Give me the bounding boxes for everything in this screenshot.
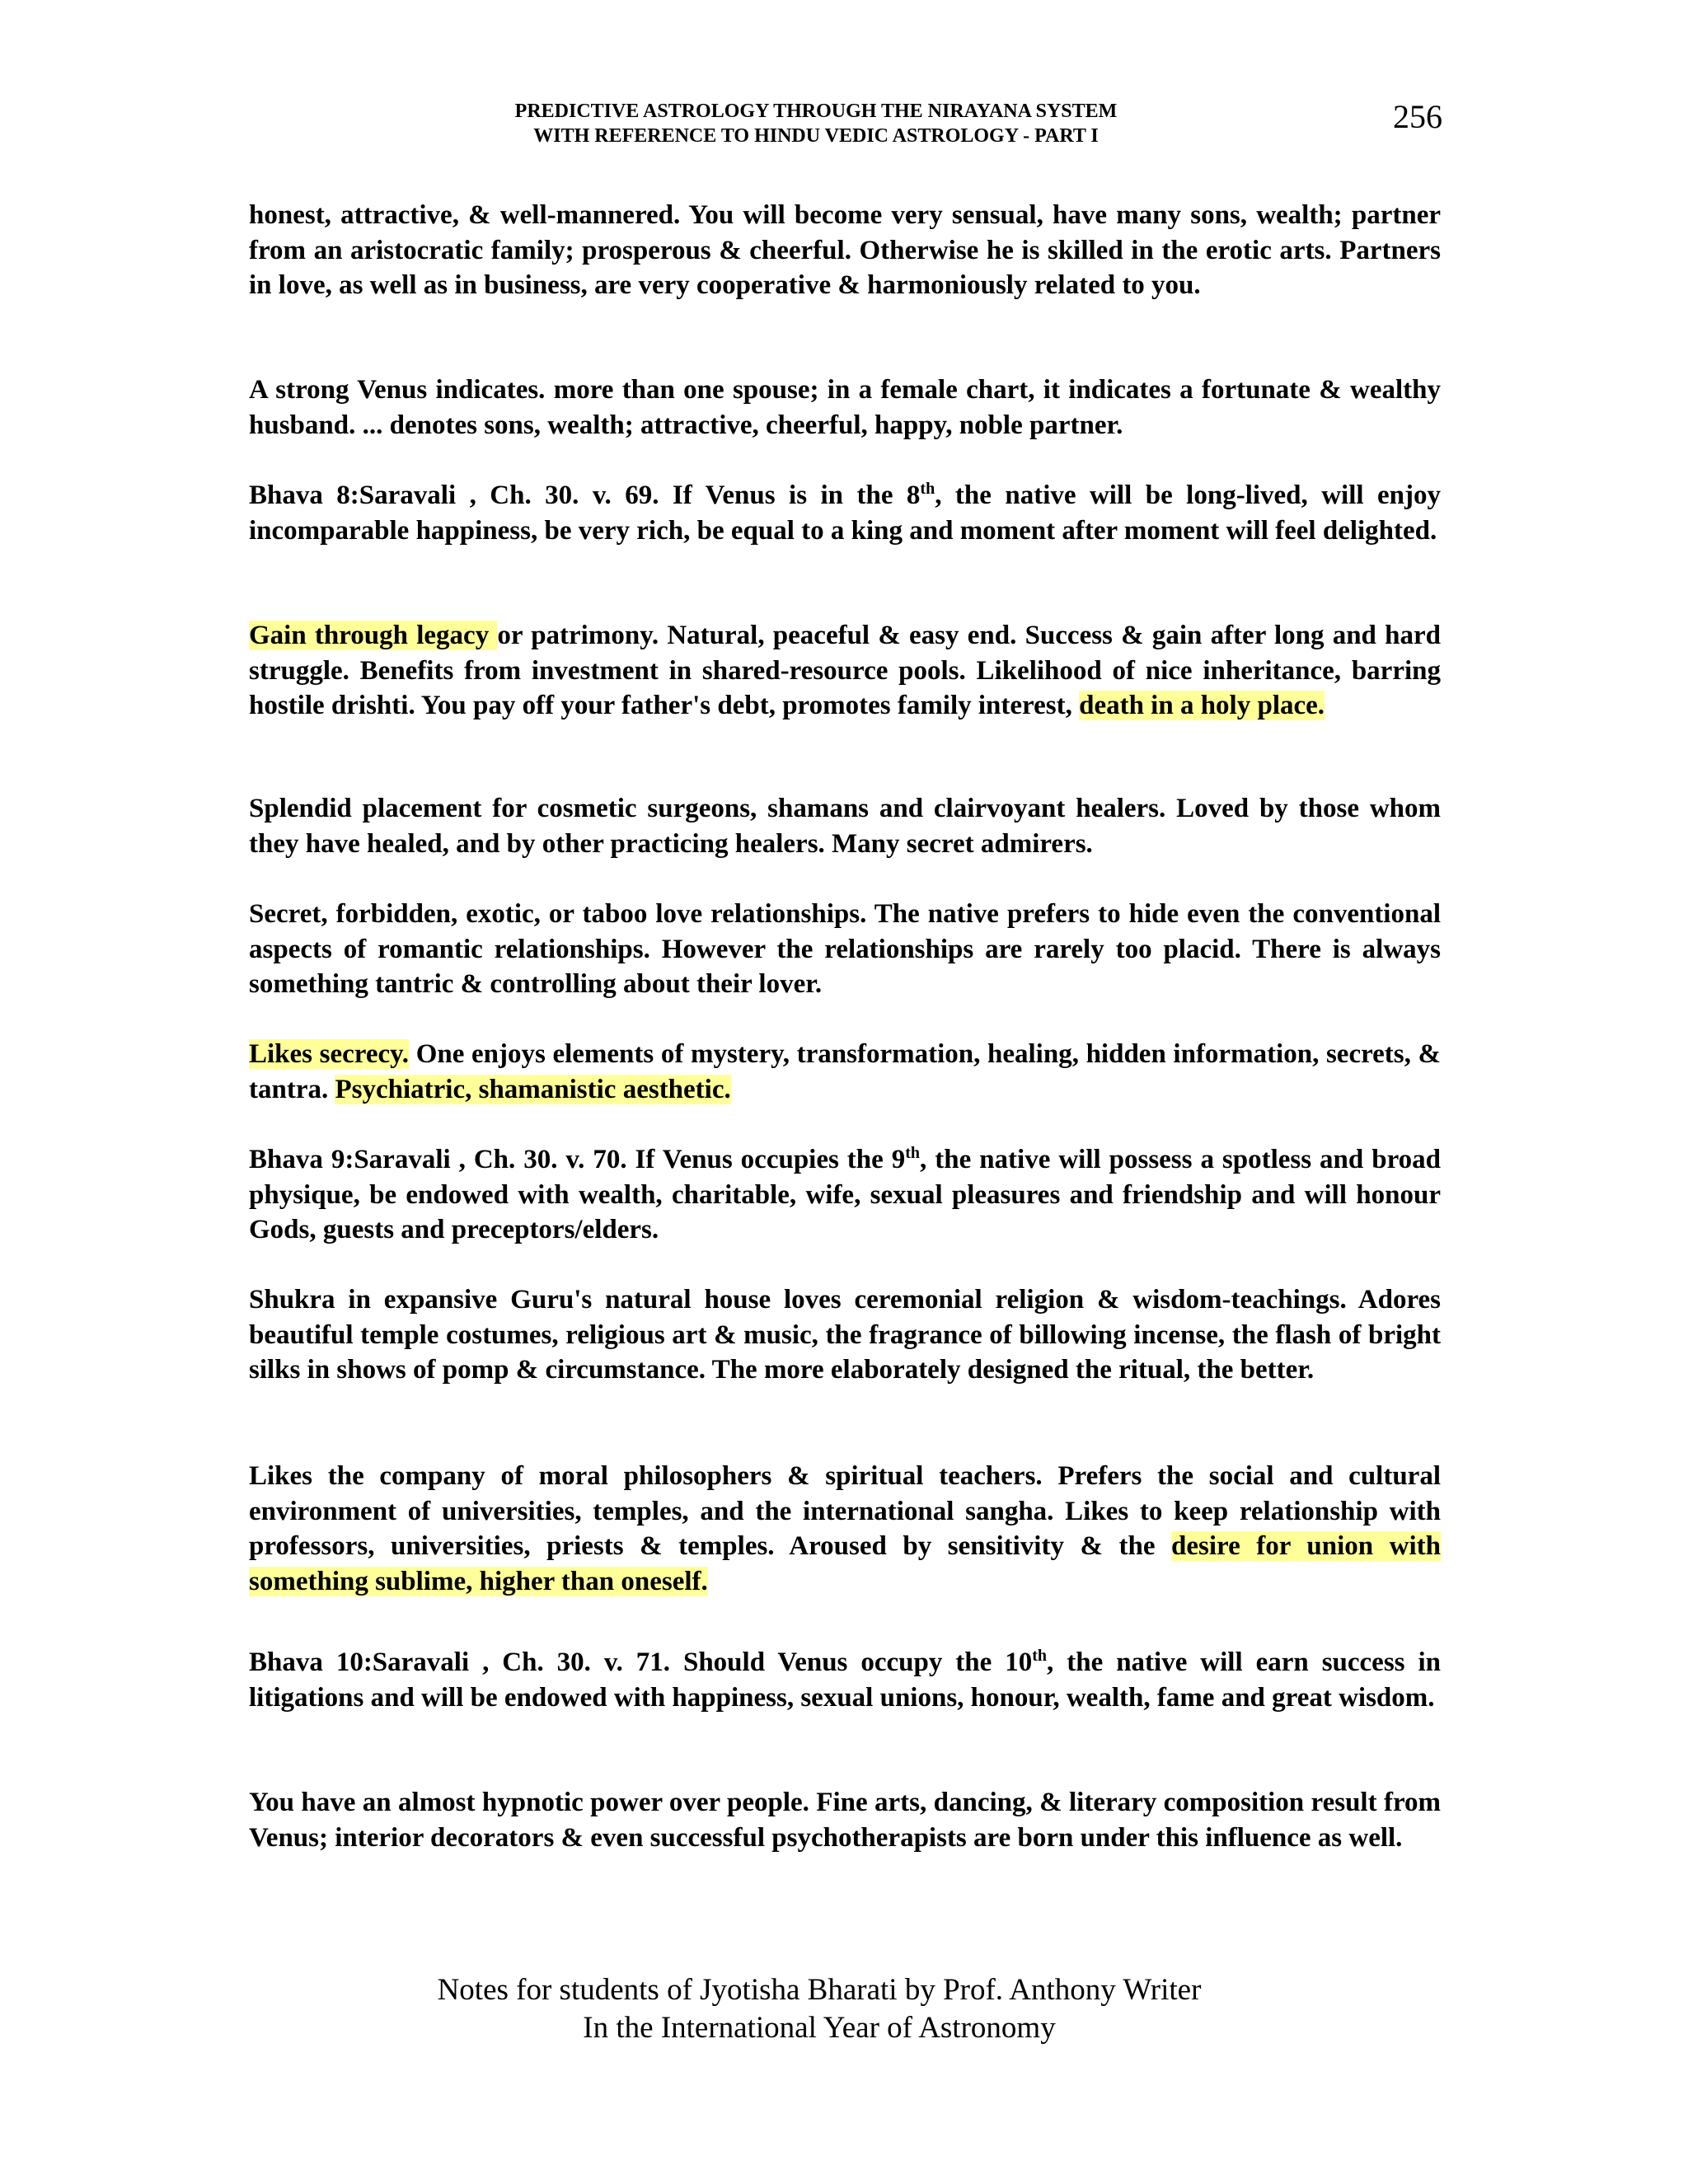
highlighted-text: Psychiatric, shamanistic aesthetic. xyxy=(335,1074,731,1104)
running-header xyxy=(387,99,1245,148)
paragraph-text: , the native will possess a spotless and broad physique, be endowed with wealth, charitable, wife, sexual pleasures and friendship and will honour Gods, guests and preceptors/elders. xyxy=(249,1145,1441,1244)
paragraph: A strong Venus indicates. more than one spouse; in a female chart, it indicates a fortunate & wealthy husband. ... denotes sons, wealth; attractive, cheerful, happy, noble partner. xyxy=(249,375,1441,440)
ordinal-suffix: th xyxy=(905,1144,921,1162)
paragraph xyxy=(249,1459,1441,1599)
paragraph: Splendid placement for cosmetic surgeons, shamans and clairvoyant healers. Loved by those whom they have healed, and by other practicing healers. Many secret admirers. xyxy=(249,794,1441,859)
paragraph-text: Bhava 10:Saravali , Ch. 30. v. 71. Should Venus occupy the 10 xyxy=(249,1647,1033,1677)
header-line-2: WITH REFERENCE TO HINDU VEDIC ASTROLOGY - PART I xyxy=(533,125,1099,147)
ordinal-suffix: th xyxy=(920,480,935,498)
paragraph: Secret, forbidden, exotic, or taboo love relationships. The native prefers to hide even the conventional aspects of romantic relationships. However the relationships are rarely too placid. There is always something tantric & controlling about their lover. xyxy=(249,899,1441,999)
paragraph xyxy=(249,1037,1441,1107)
paragraph-text: or patrimony. Natural, peaceful & easy end. Success & gain after long and hard struggle. Benefits from investment in shared-resource pools. Likelihood of nice inheritance, barring hostile drishti. You pay off your father's debt, promotes family interest, xyxy=(249,621,1441,720)
paragraph xyxy=(249,618,1441,724)
ordinal-suffix: th xyxy=(1032,1647,1048,1665)
paragraph-bhava-10 xyxy=(249,1645,1441,1715)
page-footer xyxy=(247,1971,1391,2047)
highlighted-text: desire for union with something sublime, higher than oneself. xyxy=(249,1531,1441,1596)
highlighted-text: Likes secrecy. xyxy=(249,1039,410,1069)
highlighted-text: death in a holy place. xyxy=(1079,691,1325,720)
paragraph: honest, attractive, & well-mannered. You will become very sensual, have many sons, wealth; partner from an aristocratic family; prosperous & cheerful. Otherwise he is skilled in the erotic arts. Partners in love, as well as in business, are very cooperative & harmoniously related to you. xyxy=(249,200,1441,300)
footer-line-1: Notes for students of Jyotisha Bharati by Prof. Anthony Writer xyxy=(437,1973,1202,2007)
paragraph-bhava-9 xyxy=(249,1142,1441,1248)
highlighted-text: Gain through legacy xyxy=(249,621,498,650)
paragraph-text: One enjoys elements of mystery, transformation, healing, hidden information, secrets, & tantra. xyxy=(249,1039,1441,1104)
paragraph-text: , the native will be long-lived, will enjoy incomparable happiness, be very rich, be equal to a king and moment after moment will feel delighted. xyxy=(249,480,1441,546)
paragraph-text: Bhava 8:Saravali , Ch. 30. v. 69. If Venus is in the 8 xyxy=(249,480,921,510)
paragraph: Shukra in expansive Guru's natural house loves ceremonial religion & wisdom-teachings. Adores beautiful temple costumes, religious art & music, the fragrance of billowing incense, the flash of bright silks in shows of pomp & circumstance. The more elaborately designed the ritual, the better. xyxy=(249,1285,1441,1385)
page-number: 256 xyxy=(1393,98,1442,135)
paragraph-text: , the native will earn success in litigations and will be endowed with happiness, sexual unions, honour, wealth, fame and great wisdom. xyxy=(249,1647,1441,1713)
paragraph-text: Likes the company of moral philosophers & spiritual teachers. Prefers the social and cultural environment of universities, temples, and the international sangha. Likes to keep relationship with professors, universities, priests & temples. Aroused by sensitivity & the xyxy=(249,1461,1441,1561)
footer-line-2: In the International Year of Astronomy xyxy=(583,2011,1056,2045)
paragraph-bhava-8 xyxy=(249,478,1441,548)
paragraph-text: Bhava 9:Saravali , Ch. 30. v. 70. If Venus occupies the 9 xyxy=(249,1145,906,1174)
header-line-1: PREDICTIVE ASTROLOGY THROUGH THE NIRAYANA SYSTEM xyxy=(514,101,1118,122)
paragraph: You have an almost hypnotic power over people. Fine arts, dancing, & literary composition result from Venus; interior decorators & even successful psychotherapists are born under this influence as well. xyxy=(249,1788,1441,1853)
